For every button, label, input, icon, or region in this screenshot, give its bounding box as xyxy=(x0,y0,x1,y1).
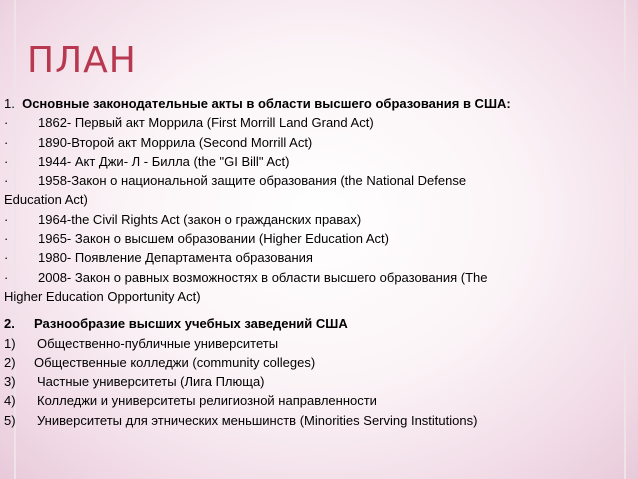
section2-number: 2. xyxy=(4,316,15,332)
section1-heading-line xyxy=(4,94,632,113)
item-number: 4) xyxy=(4,393,16,409)
bullet: · xyxy=(4,153,9,169)
section2-heading-line xyxy=(4,314,632,333)
item-continuation: Education Act) xyxy=(4,192,88,208)
section-gap xyxy=(4,306,632,314)
list-item xyxy=(4,210,632,229)
item-text: 1958-Закон о национальной защите образования (the National Defense xyxy=(38,173,467,189)
item-text: Частные университеты (Лига Плюща) xyxy=(37,374,265,390)
item-number: 3) xyxy=(4,374,16,390)
item-number: 1) xyxy=(4,335,16,351)
slide-title: ПЛАН xyxy=(27,40,137,81)
item-text: Общественные колледжи (community colleges) xyxy=(34,354,316,370)
item-text: 1980- Появление Департамента образования xyxy=(38,250,313,266)
item-continuation: Higher Education Opportunity Act) xyxy=(4,288,201,304)
item-text: Университеты для этнических меньшинств (Minorities Serving Institutions) xyxy=(37,412,478,428)
slide-content xyxy=(4,94,632,430)
list-item xyxy=(4,152,632,171)
list-item xyxy=(4,268,632,287)
bullet: · xyxy=(4,269,9,285)
section2-heading: Разнообразие высших учебных заведений США xyxy=(34,316,348,332)
item-text: Колледжи и университеты религиозной направленности xyxy=(37,393,377,409)
list-item xyxy=(4,372,632,391)
item-text: 1890-Второй акт Моррила (Second Morrill Act) xyxy=(38,134,313,150)
bullet: · xyxy=(4,231,9,247)
item-text: 1862- Первый акт Моррила (First Morrill Land Grand Act) xyxy=(38,115,374,131)
list-item xyxy=(4,229,632,248)
list-item xyxy=(4,334,632,353)
list-item xyxy=(4,171,632,190)
item-number: 2) xyxy=(4,354,16,370)
item-text: 2008- Закон о равных возможностях в области высшего образования (The xyxy=(38,269,488,285)
bullet: · xyxy=(4,115,9,131)
item-number: 5) xyxy=(4,412,16,428)
list-item xyxy=(4,391,632,410)
bullet: · xyxy=(4,134,9,150)
section1-number: 1. xyxy=(4,96,15,111)
bullet: · xyxy=(4,250,9,266)
item-text: 1965- Закон о высшем образовании (Higher Education Act) xyxy=(38,231,389,247)
item-text: Общественно-публичные университеты xyxy=(37,335,279,351)
item-text: 1964-the Civil Rights Act (закон о гражданских правах) xyxy=(38,211,362,227)
list-item xyxy=(4,113,632,132)
bullet: · xyxy=(4,173,9,189)
section1-heading: Основные законодательные акты в области высшего образования в США: xyxy=(22,96,511,111)
list-item xyxy=(4,133,632,152)
bullet: · xyxy=(4,211,9,227)
list-item xyxy=(4,353,632,372)
item-text: 1944- Акт Джи- Л - Билла (the "GI Bill" Act) xyxy=(38,153,290,169)
list-item xyxy=(4,411,632,430)
list-item xyxy=(4,248,632,267)
